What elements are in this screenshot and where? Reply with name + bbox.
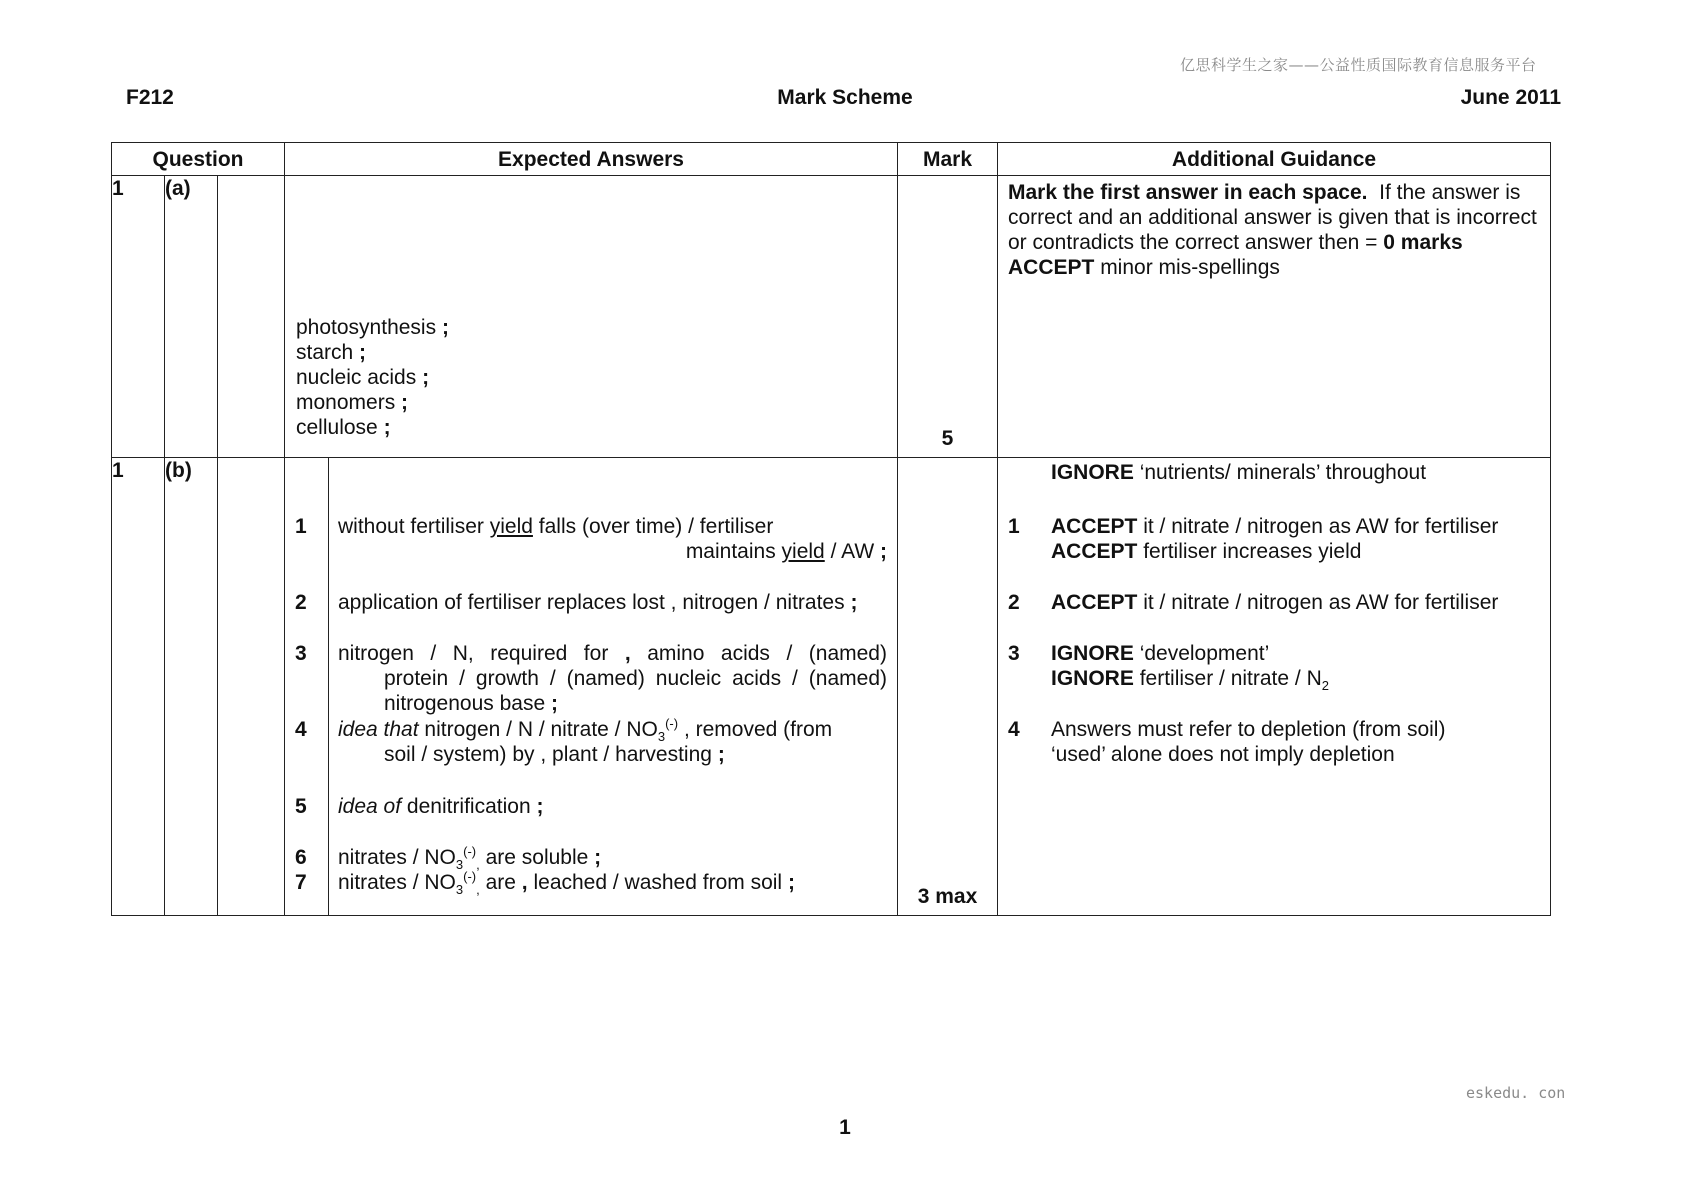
- expected-answers-1b: 1 without fertiliser yield falls (over time) / fertiliser maintains yield / AW ; 2 application of fertiliser replaces lost , nitrogen / nitrates ; 3 nitrogen / N, required for , amino acids / (named) protein / growth / (named) nucleic acids / (named) nitrogenous base ; 4 idea that nitrogen / N / nitrate / $NO_3^{(-)}$ , removed (from soil / system) by , plant / harvesting ; 5 idea of denitrification ; 6 nitrates / $NO_3^{(-)}_,$ are soluble ; 7 nitrates / $NO_3^{(-)}_,$ are , leached / washed from soil ;: [285, 458, 898, 916]
- guidance-1b: IGNORE ‘nutrients/ minerals’ throughout 1 ACCEPT it / nitrate / nitrogen as AW for fertiliser ACCEPT fertiliser increases yield 2 ACCEPT it / nitrate / nitrogen as AW for fertiliser 3 IGNORE ‘development’ IGNORE fertiliser / nitrate / $N_2$ 4 Answers must refer to depletion (from soil) ‘used’ alone does not imply depletion: [998, 458, 1551, 916]
- question-number: 1: [112, 458, 165, 916]
- answer-item: monomers ;: [296, 391, 409, 414]
- col-mark: Mark: [898, 143, 998, 176]
- col-expected-answers: Expected Answers: [285, 143, 898, 176]
- guidance-1a: Mark the first answer in each space. If the answer is correct and an additional answer is given that is incorrect or contradicts the correct answer then = 0 marks ACCEPT minor mis-spellings: [998, 176, 1551, 458]
- mark-scheme-table: [111, 142, 1551, 916]
- watermark-top: 亿思科学生之家——公益性质国际教育信息服务平台: [1180, 56, 1537, 74]
- col-additional-guidance: Additional Guidance: [998, 143, 1551, 176]
- table-row: [112, 176, 1551, 458]
- watermark-bottom: eskedu. con: [1466, 1084, 1566, 1102]
- question-number: 1: [112, 176, 165, 458]
- exam-date: June 2011: [1460, 86, 1561, 109]
- expected-answers-1a: [285, 176, 898, 458]
- question-part: (b): [165, 458, 218, 916]
- question-subpart: [218, 176, 285, 458]
- answer-item: photosynthesis ;: [296, 316, 449, 339]
- question-subpart: [218, 458, 285, 916]
- answer-item: nucleic acids ;: [296, 366, 430, 389]
- paper-code: F212: [126, 86, 174, 109]
- table-header-row: [112, 143, 1551, 176]
- page-number: 1: [839, 1116, 851, 1139]
- answer-item: starch ;: [296, 341, 367, 364]
- table-row: [112, 458, 1551, 916]
- question-part: (a): [165, 176, 218, 458]
- mark-1b: 3 max: [898, 458, 998, 916]
- mark-1a: 5: [898, 176, 998, 458]
- answer-item: cellulose ;: [296, 416, 391, 439]
- col-question: Question: [112, 143, 285, 176]
- document-title: Mark Scheme: [777, 86, 913, 109]
